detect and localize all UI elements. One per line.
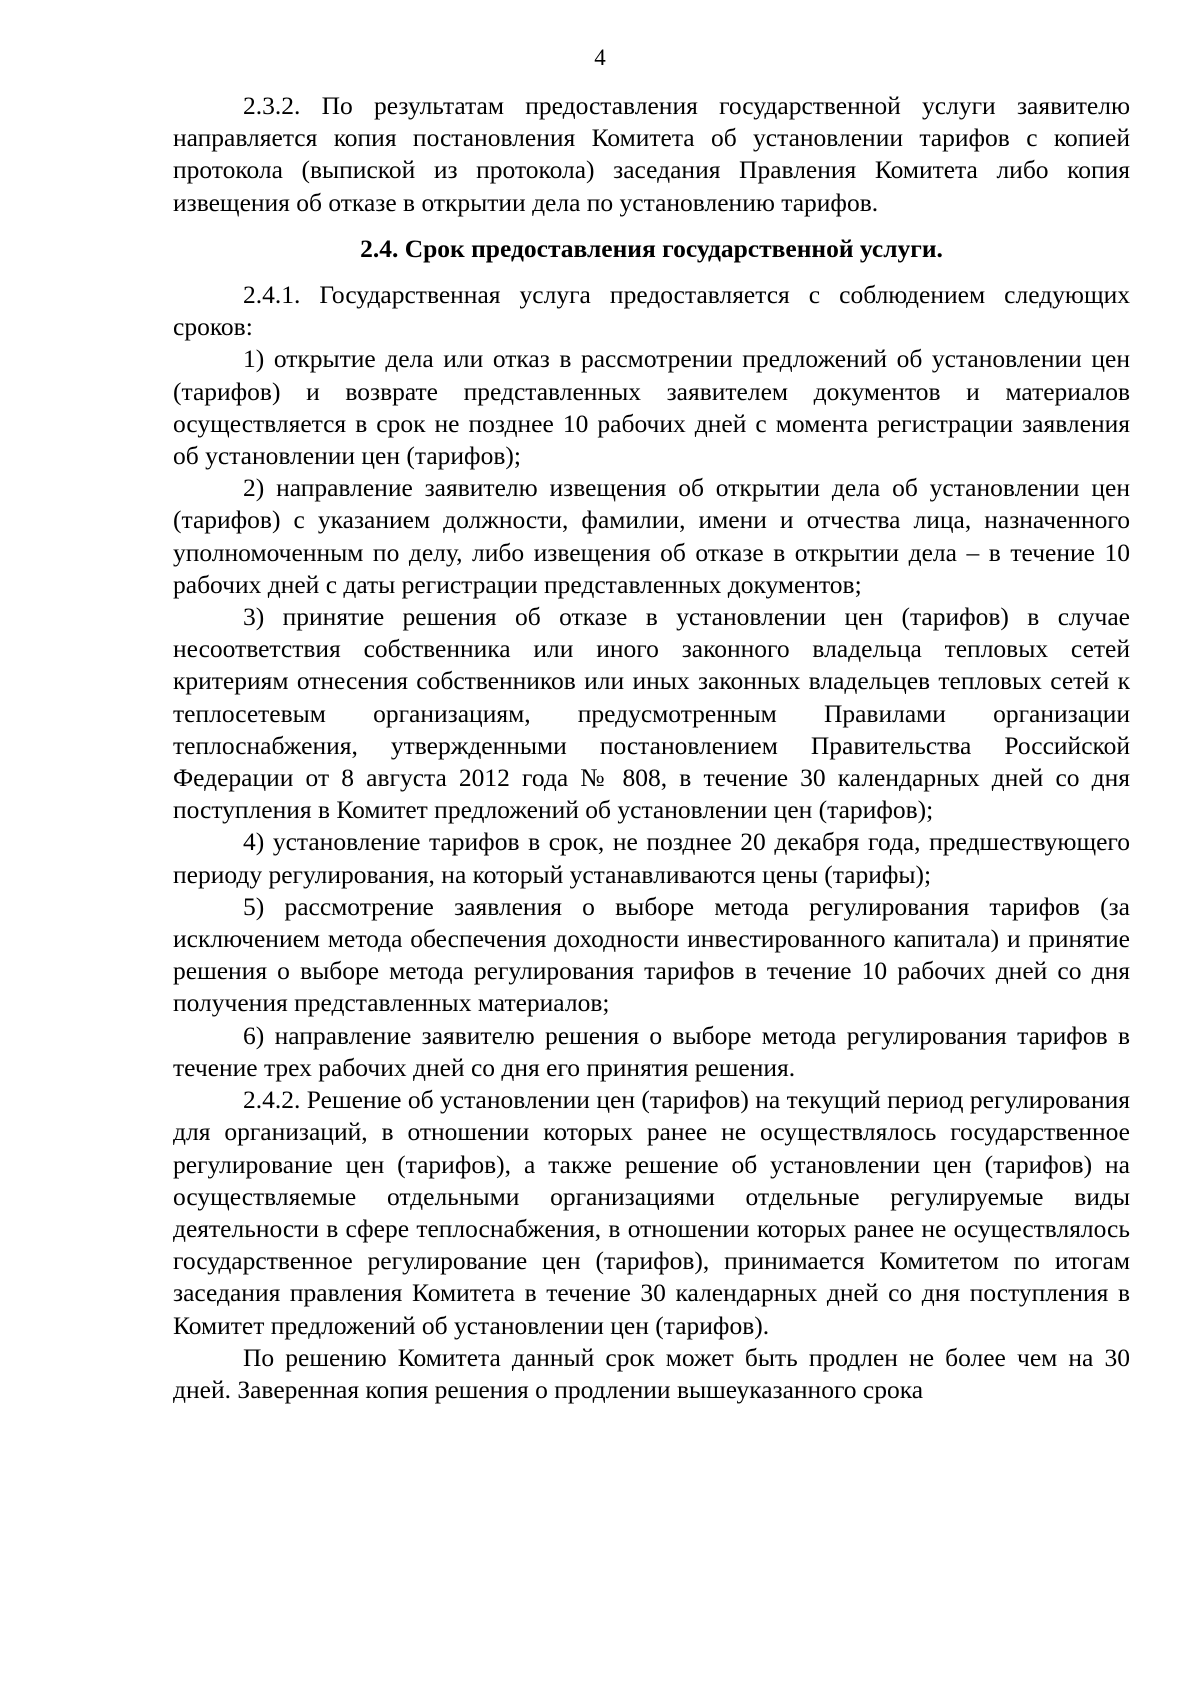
document-body [173,90,1130,1406]
page-number: 4 [594,45,606,70]
list-item-3: 3) принятие решения об отказе в установлении цен (тарифов) в случае несоответствия собственника или иного законного владельца тепловых сетей критериям отнесения собственников или иных законных владельцев тепловых сетей к теплосетевым организациям, предусмотренным Правилами организации теплоснабжения, утвержденными постановлением Правительства Российской Федерации от 8 августа 2012 года № 808, в течение 30 календарных дней со дня поступления в Комитет предложений об установлении цен (тарифов); [173,602,1130,825]
list-item-5: 5) рассмотрение заявления о выборе метода регулирования тарифов (за исключением метода обеспечения доходности инвестированного капитала) и принятие решения о выборе метода регулирования тарифов в течение 10 рабочих дней со дня получения представленных материалов; [173,891,1130,1018]
paragraph-2-4-2: 2.4.2. Решение об установлении цен (тарифов) на текущий период регулирования для организаций, в отношении которых ранее не осуществлялось государственное регулирование цен (тарифов), а также решение об установлении цен (тарифов) на осуществляемые отдельными организациями отдельные регулируемые виды деятельности в сфере теплоснабжения, в отношении которых ранее не осуществлялось государственное регулирование цен (тарифов), принимается Комитетом по итогам заседания правления Комитета в течение 30 календарных дней со дня поступления в Комитет предложений об установлении цен (тарифов). [173,1085,1130,1340]
paragraph-extension: По решению Комитета данный срок может быть продлен не более чем на 30 дней. Заверенная копия решения о продлении вышеуказанного срока [173,1342,1130,1404]
paragraph-2-3-2: 2.3.2. По результатам предоставления государственной услуги заявителю направляется копия постановления Комитета об установлении тарифов с копией протокола (выпиской из протокола) заседания Правления Комитета либо копия извещения об отказе в открытии дела по установлению тарифов. [173,91,1130,217]
list-item-1: 1) открытие дела или отказ в рассмотрении предложений об установлении цен (тарифов) и возврате представленных заявителем документов и материалов осуществляется в срок не позднее 10 рабочих дней с момента регистрации заявления об установлении цен (тарифов); [173,344,1130,471]
list-item-2: 2) направление заявителю извещения об открытии дела об установлении цен (тарифов) с указанием должности, фамилии, имени и отчества лица, назначенного уполномоченным по делу, либо извещения об отказе в открытии дела – в течение 10 рабочих дней с даты регистрации представленных документов; [173,473,1130,599]
section-heading-2-4: 2.4. Срок предоставления государственной услуги. [360,233,943,263]
paragraph-2-4-1: 2.4.1. Государственная услуга предоставляется с соблюдением следующих сроков: [173,280,1130,342]
list-item-6: 6) направление заявителю решения о выборе метода регулирования тарифов в течение трех рабочих дней со дня его принятия решения. [173,1020,1130,1082]
list-item-4: 4) установление тарифов в срок, не позднее 20 декабря года, предшествующего периоду регулирования, на который устанавливаются цены (тарифы); [173,827,1130,889]
